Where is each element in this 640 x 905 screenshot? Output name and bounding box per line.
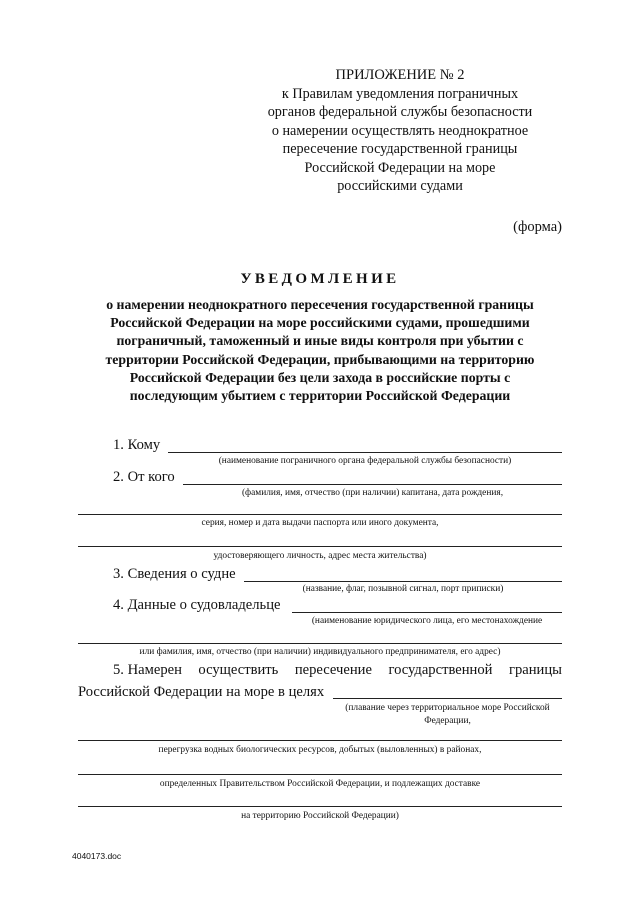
ot-kogo-label: 2. От кого bbox=[113, 469, 175, 485]
komu-caption: (наименование пограничного органа федеральной службы безопасности) bbox=[218, 456, 512, 466]
appendix-line: органов федеральной службы безопасности bbox=[267, 104, 533, 120]
subtitle-line: Российской Федерации без цели захода в российские порты с bbox=[129, 369, 511, 385]
intent-caption: (плавание через территориальное море Российской Федерации, bbox=[345, 703, 550, 726]
intent-word: границы bbox=[508, 662, 562, 678]
ot-kogo-field-2[interactable] bbox=[78, 514, 562, 515]
appendix-line: российскими судами bbox=[337, 178, 463, 194]
intent-word: пересечение bbox=[294, 662, 372, 678]
appendix-line: ПРИЛОЖЕНИЕ № 2 bbox=[335, 67, 465, 83]
vessel-label: 3. Сведения о судне bbox=[113, 566, 236, 582]
intent-field-3[interactable] bbox=[78, 774, 562, 775]
owner-label: 4. Данные о судовладельце bbox=[113, 597, 281, 613]
intent-caption-4: на территорию Российской Федерации) bbox=[241, 811, 399, 821]
ot-kogo-field[interactable] bbox=[183, 484, 562, 485]
intent-field-4[interactable] bbox=[78, 806, 562, 807]
owner-caption: (наименование юридического лица, его местонахождение bbox=[311, 616, 543, 626]
ot-kogo-field-3[interactable] bbox=[78, 546, 562, 547]
document-subtitle bbox=[70, 296, 570, 405]
vessel-field[interactable] bbox=[244, 581, 562, 582]
intent-word: государственной bbox=[388, 662, 493, 678]
ot-kogo-caption-3: удостоверяющего личность, адрес места жительства) bbox=[213, 551, 427, 561]
intent-word: осуществить bbox=[198, 662, 279, 678]
ot-kogo-caption: (фамилия, имя, отчество (при наличии) капитана, дата рождения, bbox=[241, 488, 504, 498]
appendix-line: к Правилам уведомления пограничных bbox=[281, 85, 519, 102]
owner-field[interactable] bbox=[292, 612, 562, 613]
appendix-line: пересечение государственной границы bbox=[282, 141, 518, 157]
intent-line-1 bbox=[113, 662, 562, 679]
komu-label: 1. Кому bbox=[113, 437, 161, 453]
owner-field-2[interactable] bbox=[78, 643, 562, 644]
appendix-header bbox=[250, 66, 550, 196]
subtitle-line: последующим убытием с территории Российской Федерации bbox=[129, 388, 511, 404]
intent-line-2: Российской Федерации на море в целях bbox=[78, 684, 325, 700]
intent-caption-3: определенных Правительством Российской Федерации, и подлежащих доставке bbox=[159, 779, 481, 789]
appendix-line: Российской Федерации на море bbox=[304, 159, 496, 176]
intent-caption-2: перегрузка водных биологических ресурсов, добытых (выловленных) в районах, bbox=[158, 745, 482, 755]
subtitle-line: Российской Федерации на море российскими судами, прошедшими bbox=[110, 315, 530, 331]
komu-field[interactable] bbox=[168, 452, 562, 453]
subtitle-line: территории Российской Федерации, прибывающими на территорию bbox=[105, 351, 535, 367]
intent-word: 5. Намерен bbox=[113, 662, 182, 678]
intent-field-2[interactable] bbox=[78, 740, 562, 741]
intent-field[interactable] bbox=[333, 698, 562, 699]
subtitle-line: пограничный, таможенный и иные виды контроля при убытии с bbox=[116, 333, 524, 349]
owner-caption-2: или фамилия, имя, отчество (при наличии) индивидуального предпринимателя, его адрес) bbox=[139, 647, 501, 657]
ot-kogo-caption-2: серия, номер и дата выдачи паспорта или иного документа, bbox=[201, 518, 439, 528]
document-title: УВЕДОМЛЕНИЕ bbox=[240, 271, 400, 287]
vessel-caption: (название, флаг, позывной сигнал, порт приписки) bbox=[302, 584, 504, 594]
form-mark: (форма) bbox=[513, 219, 562, 235]
subtitle-line: о намерении неоднократного пересечения государственной границы bbox=[106, 297, 534, 312]
appendix-line: о намерении осуществлять неоднократное bbox=[271, 122, 529, 139]
footer-code: 4040173.doc bbox=[72, 851, 122, 861]
